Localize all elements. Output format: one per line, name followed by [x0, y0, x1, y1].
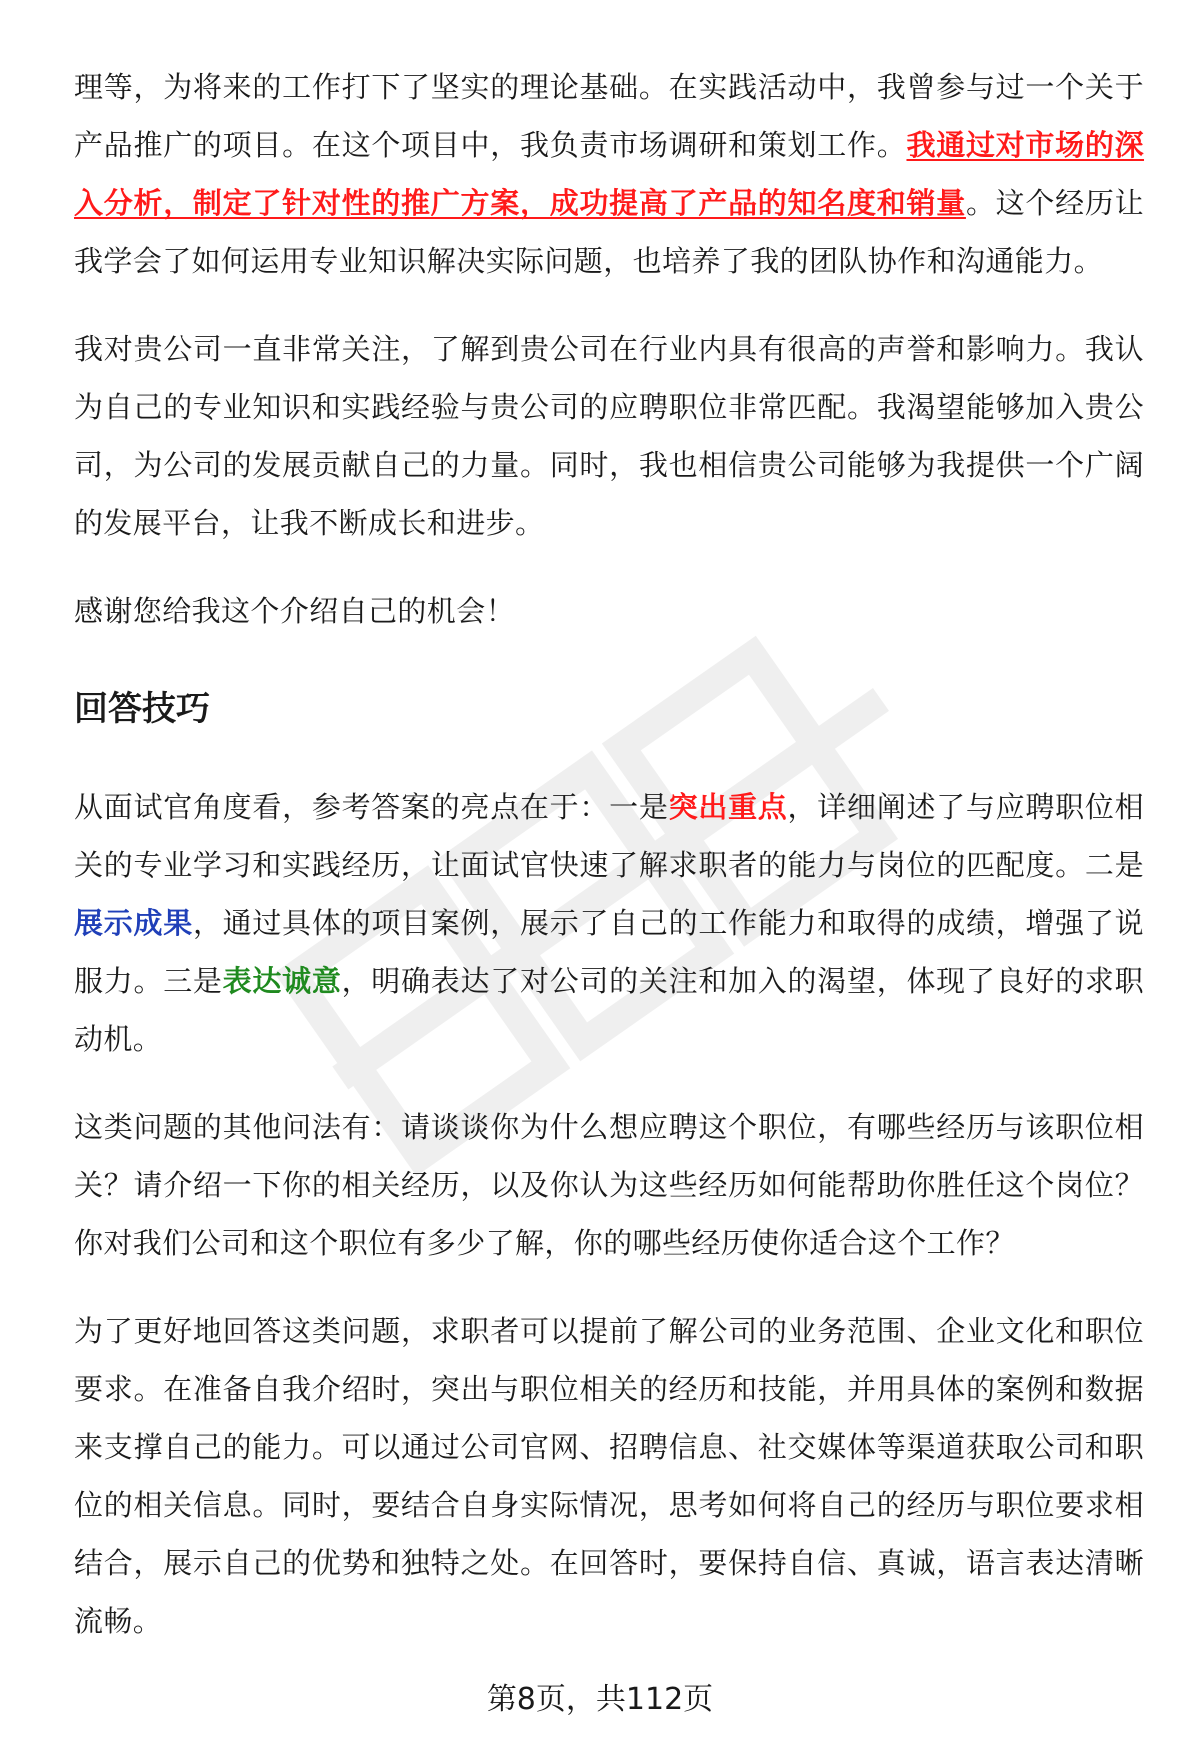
paragraph-text: ，通过具体的项目案例，展示了自己的工作能力和取得的成绩，增强了说服力。三是: [74, 906, 1144, 998]
paragraph-text: 。这个经历让我学会了如何运用专业知识解决实际问题，也培养了我的团队协作和沟通能力。: [74, 186, 1144, 278]
document-body: [74, 58, 1144, 1650]
highlight-results: 展示成果: [74, 906, 193, 940]
paragraph-text: ，详细阐述了与应聘职位相关的专业学习和实践经历，让面试官快速了解求职者的能力与岗位的匹配度。二是: [74, 790, 1144, 882]
paragraph-alternative-questions: 这类问题的其他问法有：请谈谈你为什么想应聘这个职位，有哪些经历与该职位相关？请介绍一下你的相关经历，以及你认为这些经历如何能帮助你胜任这个岗位？你对我们公司和这个职位有多少了解，你的哪些经历使你适合这个工作？: [74, 1110, 1144, 1260]
highlight-focus: 突出重点: [668, 790, 788, 824]
highlight-sincerity: 表达诚意: [222, 964, 342, 998]
paragraph-text: ，明确表达了对公司的关注和加入的渴望，体现了良好的求职动机。: [74, 964, 1144, 1056]
paragraph-preparation-tips: 为了更好地回答这类问题，求职者可以提前了解公司的业务范围、企业文化和职位要求。在准备自我介绍时，突出与职位相关的经历和技能，并用具体的案例和数据来支撑自己的能力。可以通过公司官网、招聘信息、社交媒体等渠道获取公司和职位的相关信息。同时，要结合自身实际情况，思考如何将自己的经历与职位要求相结合，展示自己的优势和独特之处。在回答时，要保持自信、真诚，语言表达清晰流畅。: [74, 1314, 1144, 1638]
paragraph-experience: [74, 58, 1144, 290]
paragraph-text: 理等，为将来的工作打下了坚实的理论基础。在实践活动中，我曾参与过一个关于产品推广的项目。在这个项目中，我负责市场调研和策划工作。: [74, 70, 1144, 162]
paragraph-thanks: 感谢您给我这个介绍自己的机会！: [74, 594, 516, 628]
paragraph-highlights: [74, 778, 1144, 1068]
section-heading: 回答技巧: [74, 689, 210, 729]
highlight-achievement: 我通过对市场的深入分析，制定了针对性的推广方案，成功提高了产品的知名度和销量: [74, 128, 1145, 220]
page-number: 第8页，共112页: [486, 1682, 714, 1717]
paragraph-text: 从面试官角度看，参考答案的亮点在于：一是: [74, 790, 669, 824]
paragraph-company-interest: 我对贵公司一直非常关注，了解到贵公司在行业内具有很高的声誉和影响力。我认为自己的专业知识和实践经验与贵公司的应聘职位非常匹配。我渴望能够加入贵公司，为公司的发展贡献自己的力量。同时，我也相信贵公司能够为我提供一个广阔的发展平台，让我不断成长和进步。: [74, 332, 1144, 540]
